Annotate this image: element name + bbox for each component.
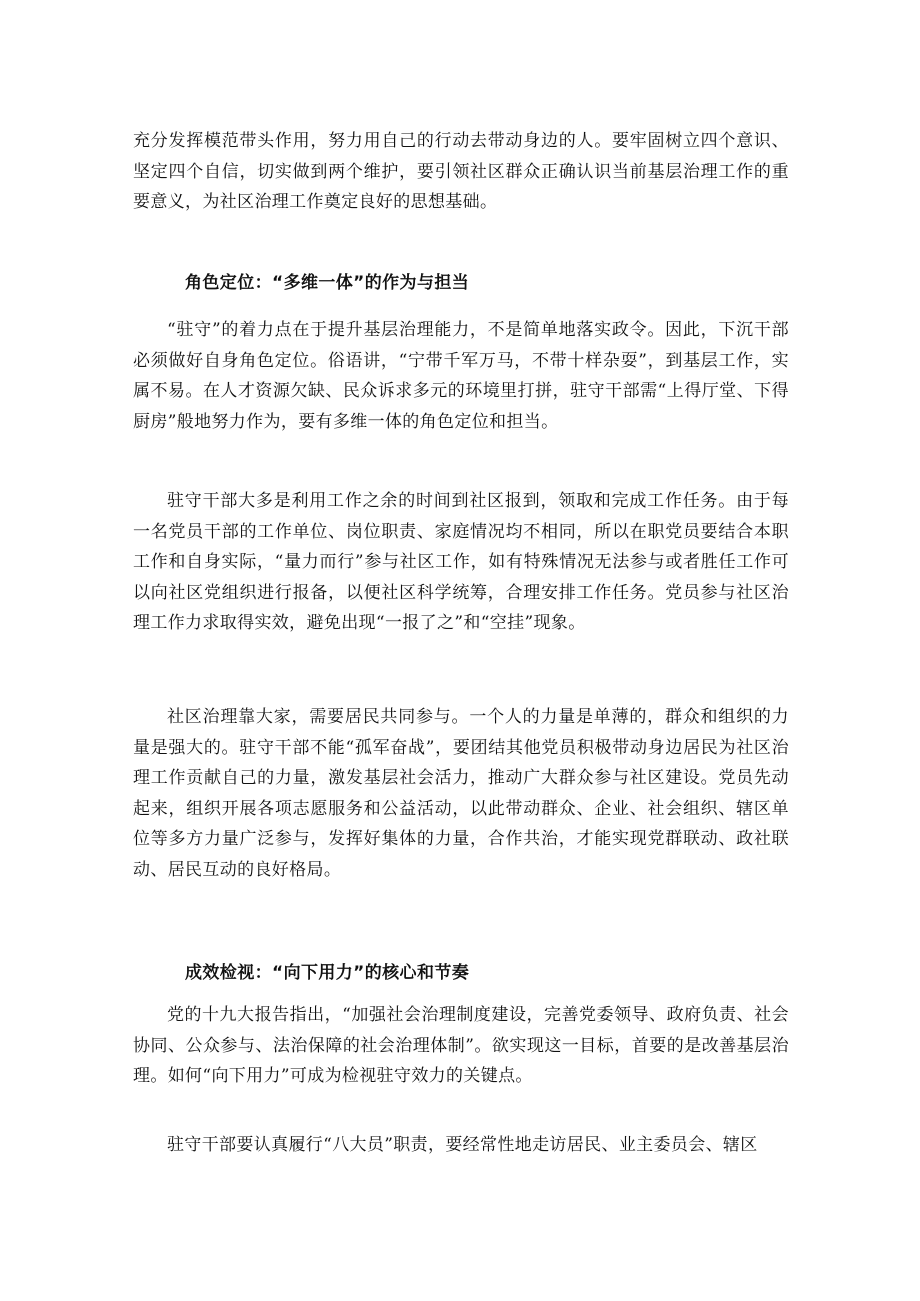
paragraph-3: 驻守干部大多是利用工作之余的时间到社区报到，领取和完成工作任务。由于每一名党员干部的工作单位、岗位职责、家庭情况均不相同，所以在职党员要结合本职工作和自身实际，“量力而行”参与社区工作，如有特殊情况无法参与或者胜任工作可以向社区党组织进行报备，以便社区科学统筹，合理安排工作任务。党员参与社区治理工作力求取得实效，避免出现“一报了之”和“空挂”现象。 [133, 491, 789, 633]
section-heading-effectiveness-review: 成效检视：“向下用力”的核心和节奏 [185, 963, 470, 983]
paragraph-6: 驻守干部要认真履行“八大员”职责，要经常性地走访居民、业主委员会、辖区 [167, 1135, 758, 1155]
paragraph-1: 充分发挥模范带头作用，努力用自己的行动去带动身边的人。要牢固树立四个意识、坚定四个自信，切实做到两个维护，要引领社区群众正确认识当前基层治理工作的重要意义，为社区治理工作奠定良好的思想基础。 [133, 131, 789, 212]
paragraph-2: “驻守”的着力点在于提升基层治理能力，不是简单地落实政令。因此，下沉干部必须做好自身角色定位。俗语讲，“宁带千军万马，不带十样杂耍”，到基层工作，实属不易。在人才资源欠缺、民众诉求多元的环境里打拼，驻守干部需“上得厅堂、下得厨房”般地努力作为，要有多维一体的角色定位和担当。 [133, 320, 789, 432]
paragraph-5: 党的十九大报告指出，“加强社会治理制度建设，完善党委领导、政府负责、社会协同、公众参与、法治保障的社会治理体制”。欲实现这一目标，首要的是改善基层治理。如何“向下用力”可成为检视驻守效力的关键点。 [133, 1005, 789, 1086]
paragraph-4: 社区治理靠大家，需要居民共同参与。一个人的力量是单薄的，群众和组织的力量是强大的。驻守干部不能“孤军奋战”，要团结其他党员积极带动身边居民为社区治理工作贡献自己的力量，激发基层社会活力，推动广大群众参与社区建设。党员先动起来，组织开展各项志愿服务和公益活动，以此带动群众、企业、社会组织、辖区单位等多方力量广泛参与，发挥好集体的力量，合作共治，才能实现党群联动、政社联动、居民互动的良好格局。 [133, 707, 789, 880]
section-heading-role-positioning: 角色定位：“多维一体”的作为与担当 [185, 273, 470, 293]
